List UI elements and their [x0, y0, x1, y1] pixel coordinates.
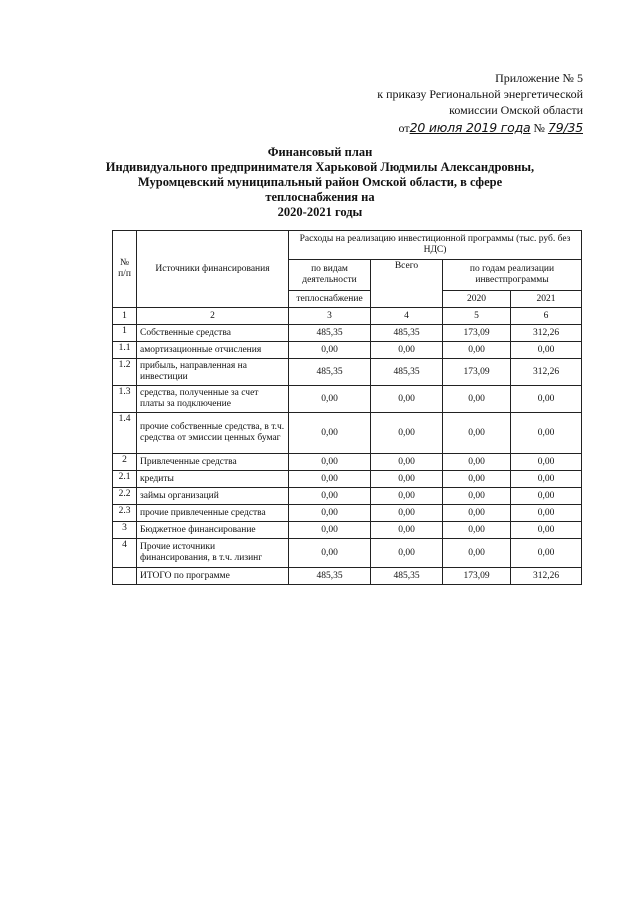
row-num: 3: [113, 522, 137, 539]
row-2021-value: 0,00: [511, 454, 582, 471]
row-2020-value: 0,00: [443, 522, 511, 539]
row-total-value: 0,00: [371, 342, 443, 359]
row-num: 2.3: [113, 505, 137, 522]
col-number: 2: [137, 308, 289, 325]
row-total-value: 485,35: [371, 359, 443, 386]
table-row: [113, 325, 582, 342]
row-2020-value: 173,09: [443, 568, 511, 585]
header-sources: Источники финансирования: [137, 231, 289, 308]
row-source: Привлеченные средства: [137, 454, 289, 471]
number-prefix: №: [533, 121, 545, 135]
row-num: 2: [113, 454, 137, 471]
row-activity-value: 485,35: [289, 568, 371, 585]
row-2020-value: 0,00: [443, 342, 511, 359]
appendix-line-1: Приложение № 5: [495, 71, 583, 85]
order-date-number: [399, 120, 584, 136]
row-num: [113, 568, 137, 585]
title-line-4: 2020-2021 годы: [277, 205, 363, 219]
row-num: 4: [113, 539, 137, 568]
table-row: [113, 522, 582, 539]
row-2020-value: 0,00: [443, 505, 511, 522]
header-by-years: по годам реализации инвестпрограммы: [443, 260, 582, 291]
header-total: Всего: [371, 260, 443, 308]
row-activity-value: 0,00: [289, 488, 371, 505]
row-activity-value: 485,35: [289, 359, 371, 386]
header-num: № п/п: [113, 231, 137, 308]
table-row: [113, 386, 582, 413]
row-total-value: 0,00: [371, 413, 443, 454]
table-row: [113, 568, 582, 585]
title-line-2: Индивидуального предпринимателя Харьковой Людмилы Александровны,: [105, 160, 535, 174]
row-2020-value: 0,00: [443, 413, 511, 454]
row-total-value: 485,35: [371, 325, 443, 342]
appendix-block: [377, 70, 583, 136]
title-line-1: Финансовый план: [267, 145, 373, 159]
appendix-line-2: к приказу Региональной энергетической: [377, 87, 583, 101]
row-source: кредиты: [137, 471, 289, 488]
row-source: Бюджетное финансирование: [137, 522, 289, 539]
col-number: 6: [511, 308, 582, 325]
row-activity-value: 0,00: [289, 342, 371, 359]
col-number: 1: [113, 308, 137, 325]
row-total-value: 0,00: [371, 505, 443, 522]
header-by-activity: по видам деятельности: [289, 260, 371, 291]
header-year-2020: 2020: [443, 291, 511, 308]
table-row: [113, 471, 582, 488]
row-source: средства, полученные за счет платы за подключение: [137, 386, 289, 413]
col-number: 4: [371, 308, 443, 325]
row-2021-value: 0,00: [511, 522, 582, 539]
row-activity-value: 485,35: [289, 325, 371, 342]
row-2021-value: 0,00: [511, 488, 582, 505]
table-row: [113, 505, 582, 522]
row-source: прочие собственные средства, в т.ч. средства от эмиссии ценных бумаг: [137, 413, 289, 454]
financial-plan-table: [112, 230, 582, 585]
row-activity-value: 0,00: [289, 522, 371, 539]
row-2020-value: 0,00: [443, 488, 511, 505]
header-heat: теплоснабжение: [289, 291, 371, 308]
row-total-value: 0,00: [371, 522, 443, 539]
row-activity-value: 0,00: [289, 386, 371, 413]
row-2020-value: 0,00: [443, 471, 511, 488]
table-row: [113, 359, 582, 386]
row-source: амортизационные отчисления: [137, 342, 289, 359]
row-activity-value: 0,00: [289, 413, 371, 454]
row-2021-value: 0,00: [511, 386, 582, 413]
row-total-value: 0,00: [371, 386, 443, 413]
handwritten-number: 79/35: [547, 120, 583, 135]
row-activity-value: 0,00: [289, 505, 371, 522]
row-num: 2.2: [113, 488, 137, 505]
row-2021-value: 312,26: [511, 568, 582, 585]
appendix-line-3: комиссии Омской области: [449, 103, 583, 117]
col-number: 5: [443, 308, 511, 325]
row-num: 1.1: [113, 342, 137, 359]
title-line-3: Муромцевский муниципальный район Омской области, в сфере теплоснабжения на: [137, 175, 503, 204]
row-num: 1.3: [113, 386, 137, 413]
row-2021-value: 0,00: [511, 505, 582, 522]
row-2021-value: 0,00: [511, 471, 582, 488]
row-activity-value: 0,00: [289, 539, 371, 568]
table-row: [113, 342, 582, 359]
row-activity-value: 0,00: [289, 471, 371, 488]
row-source: прибыль, направленная на инвестиции: [137, 359, 289, 386]
row-2021-value: 0,00: [511, 413, 582, 454]
row-num: 1.4: [113, 413, 137, 454]
row-2020-value: 0,00: [443, 454, 511, 471]
col-number: 3: [289, 308, 371, 325]
row-num: 1.2: [113, 359, 137, 386]
row-2021-value: 0,00: [511, 342, 582, 359]
row-total-value: 485,35: [371, 568, 443, 585]
row-2020-value: 173,09: [443, 359, 511, 386]
row-2020-value: 0,00: [443, 386, 511, 413]
row-total-value: 0,00: [371, 488, 443, 505]
row-2021-value: 0,00: [511, 539, 582, 568]
row-2020-value: 0,00: [443, 539, 511, 568]
header-year-2021: 2021: [511, 291, 582, 308]
date-prefix: от: [398, 121, 410, 135]
row-source: ИТОГО по программе: [137, 568, 289, 585]
row-activity-value: 0,00: [289, 454, 371, 471]
row-source: займы организаций: [137, 488, 289, 505]
header-expenses: Расходы на реализацию инвестиционной программы (тыс. руб. без НДС): [289, 231, 582, 260]
table-row: [113, 413, 582, 454]
row-2021-value: 312,26: [511, 359, 582, 386]
row-source: прочие привлеченные средства: [137, 505, 289, 522]
row-num: 2.1: [113, 471, 137, 488]
row-total-value: 0,00: [371, 539, 443, 568]
row-total-value: 0,00: [371, 471, 443, 488]
row-total-value: 0,00: [371, 454, 443, 471]
row-source: Собственные средства: [137, 325, 289, 342]
row-2020-value: 173,09: [443, 325, 511, 342]
row-num: 1: [113, 325, 137, 342]
row-source: Прочие источники финансирования, в т.ч. лизинг: [137, 539, 289, 568]
handwritten-date: 20 июля 2019 года: [409, 120, 531, 135]
table-row: [113, 488, 582, 505]
table-row: [113, 539, 582, 568]
row-2021-value: 312,26: [511, 325, 582, 342]
document-title: [100, 145, 540, 220]
table-row: [113, 454, 582, 471]
